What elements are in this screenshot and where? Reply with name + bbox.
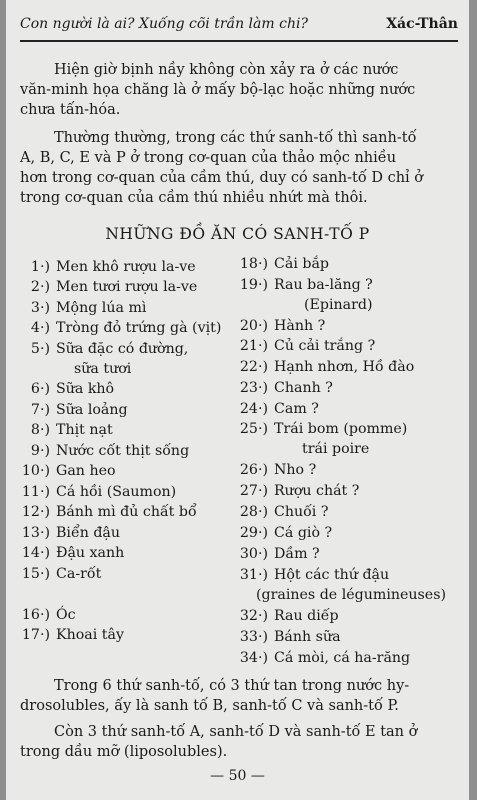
- list-item: [234, 316, 325, 336]
- list-item: [16, 441, 189, 461]
- item-text: Rượu chát ?: [274, 483, 360, 499]
- text-line: A, B, C, E và P ở trong cơ-quan của thảo mộc nhiều: [20, 150, 397, 166]
- item-text: Biển đậu: [56, 525, 121, 541]
- text-line: trong dầu mỡ (liposolubles).: [20, 744, 228, 760]
- text-line: chưa tấn-hóa.: [20, 102, 121, 118]
- list-item: [16, 523, 120, 543]
- list-item: [16, 482, 176, 502]
- item-number: 1·): [30, 259, 50, 275]
- list-item: [234, 502, 328, 522]
- item-number: 19·): [239, 277, 268, 293]
- item-text: Dầm ?: [274, 546, 320, 562]
- item-text: Sữa loảng: [56, 402, 128, 418]
- paragraph-4: [20, 722, 458, 762]
- item-number: 12·): [21, 504, 50, 520]
- item-text: Bánh mì đủ chất bổ: [56, 504, 197, 520]
- page-number: — 50 —: [210, 768, 265, 784]
- paragraph-1: [20, 60, 458, 120]
- item-number: 24·): [239, 401, 268, 417]
- item-number: 6·): [30, 381, 50, 397]
- item-text: Rau diếp: [274, 608, 339, 624]
- text-line: hơn trong cơ-quan của cầm thú, duy có sanh-tố D chỉ ở: [20, 170, 424, 186]
- text-line: Trong 6 thứ sanh-tố, có 3 thứ tan trong nước hy-: [54, 678, 410, 694]
- item-number: 33·): [239, 629, 268, 645]
- list-item: [16, 605, 76, 625]
- item-text: Gan heo: [56, 463, 116, 479]
- item-number: 13·): [21, 525, 50, 541]
- paragraph-2: [20, 128, 458, 208]
- item-number: 5·): [30, 341, 50, 357]
- text-line: Thường thường, trong các thứ sanh-tố thì sanh-tố: [54, 130, 417, 146]
- list-item: [234, 275, 373, 295]
- running-header: [20, 14, 458, 38]
- text-line: Hiện giờ bịnh nầy không còn xảy ra ở các nước: [54, 62, 399, 78]
- list-item: [234, 419, 407, 439]
- list-item: [234, 460, 316, 480]
- item-number: 28·): [239, 504, 268, 520]
- header-right-text: Xác-Thân: [386, 16, 458, 32]
- item-number: 17·): [21, 627, 50, 643]
- item-number: 9·): [30, 443, 50, 459]
- item-number: 27·): [239, 483, 268, 499]
- item-text: Rau ba-lăng ?: [274, 277, 373, 293]
- item-number: 29·): [239, 525, 268, 541]
- section-title: NHỮNG ĐỒ ĂN CÓ SANH-TỐ P: [105, 225, 370, 243]
- list-item: [234, 648, 410, 668]
- header-left-text: Con người là ai? Xuống cõi trần làm chi?: [20, 16, 308, 32]
- list-item: [234, 544, 320, 564]
- item-number: 26·): [239, 462, 268, 478]
- header-rule: [20, 40, 458, 42]
- list-item-continuation: (Epinard): [304, 297, 373, 313]
- item-text: Cá giò ?: [274, 525, 333, 541]
- item-number: 3·): [30, 300, 50, 316]
- item-number: 8·): [30, 422, 50, 438]
- item-number: 22·): [239, 359, 268, 375]
- item-text: Ca-rốt: [56, 566, 102, 582]
- item-text: Cá mòi, cá ha-răng: [274, 650, 411, 666]
- item-text: Khoai tây: [56, 627, 124, 643]
- item-text: Mộng lúa mì: [56, 300, 147, 316]
- text-line: Còn 3 thứ sanh-tố A, sanh-tố D và sanh-tố E tan ở: [54, 724, 418, 740]
- item-text: Men khô rượu la-ve: [56, 259, 196, 275]
- item-number: 15·): [21, 566, 50, 582]
- item-text: Cam ?: [274, 401, 319, 417]
- list-item: [234, 523, 332, 543]
- item-number: 20·): [239, 318, 268, 334]
- list-item: [16, 298, 146, 318]
- item-text: Sữa đặc có đường,: [56, 341, 189, 357]
- list-item: [16, 379, 114, 399]
- item-text: Nho ?: [274, 462, 317, 478]
- item-text: Cải bắp: [274, 256, 329, 272]
- list-item: [16, 318, 221, 338]
- item-text: Nước cốt thịt sống: [56, 443, 190, 459]
- list-item-continuation: sữa tươi: [74, 361, 132, 377]
- list-item: [16, 461, 116, 481]
- item-text: Óc: [56, 607, 76, 623]
- item-number: 16·): [21, 607, 50, 623]
- paragraph-3: [20, 676, 458, 716]
- text-line: trong cơ-quan của cầm thú nhiều nhứt mà thôi.: [20, 190, 368, 206]
- item-number: 31·): [239, 567, 268, 583]
- text-line: drosolubles, ấy là sanh tố B, sanh-tố C và sanh-tố P.: [20, 698, 399, 714]
- list-item: [16, 339, 188, 359]
- item-number: 18·): [239, 256, 268, 272]
- list-item: [16, 625, 124, 645]
- item-text: Đậu xanh: [56, 545, 125, 561]
- list-item-continuation: trái poire: [302, 441, 370, 457]
- item-text: Thịt nạt: [56, 422, 113, 438]
- list-item: [16, 257, 196, 277]
- item-text: Chanh ?: [274, 380, 333, 396]
- list-item: [16, 502, 197, 522]
- list-item: [16, 564, 101, 584]
- list-item: [234, 565, 389, 585]
- list-item-continuation: (graines de légumineuses): [256, 587, 447, 603]
- item-number: 11·): [21, 484, 50, 500]
- item-number: 32·): [239, 608, 268, 624]
- list-item: [234, 378, 333, 398]
- item-text: Củ cải trắng ?: [274, 338, 376, 354]
- list-item: [234, 481, 359, 501]
- item-number: 23·): [239, 380, 268, 396]
- list-item: [234, 606, 339, 626]
- list-item: [234, 336, 375, 356]
- book-page: [6, 0, 469, 800]
- list-item: [16, 543, 124, 563]
- item-text: Hành ?: [274, 318, 326, 334]
- item-text: Tròng đỏ trứng gà (vịt): [56, 320, 222, 336]
- list-item: [234, 254, 329, 274]
- item-number: 21·): [239, 338, 268, 354]
- text-line: văn-minh họa chăng là ở mấy bộ-lạc hoặc những nước: [20, 82, 416, 98]
- item-number: 25·): [239, 421, 268, 437]
- item-text: Hạnh nhơn, Hồ đào: [274, 359, 415, 375]
- item-number: 7·): [30, 402, 50, 418]
- item-text: Bánh sữa: [274, 629, 341, 645]
- item-text: Sữa khô: [56, 381, 115, 397]
- list-item: [16, 277, 197, 297]
- item-text: Trái bom (pomme): [274, 421, 408, 437]
- item-number: 2·): [30, 279, 50, 295]
- list-item: [234, 357, 414, 377]
- item-text: Cá hồi (Saumon): [56, 484, 177, 500]
- item-text: Men tươi rượu la-ve: [56, 279, 198, 295]
- item-number: 4·): [30, 320, 50, 336]
- list-item: [234, 399, 319, 419]
- item-number: 10·): [21, 463, 50, 479]
- item-number: 30·): [239, 546, 268, 562]
- item-number: 34·): [239, 650, 268, 666]
- list-item: [16, 420, 113, 440]
- list-item: [234, 627, 341, 647]
- item-text: Hột các thứ đậu: [274, 567, 390, 583]
- item-text: Chuối ?: [274, 504, 329, 520]
- item-number: 14·): [21, 545, 50, 561]
- list-item: [16, 400, 128, 420]
